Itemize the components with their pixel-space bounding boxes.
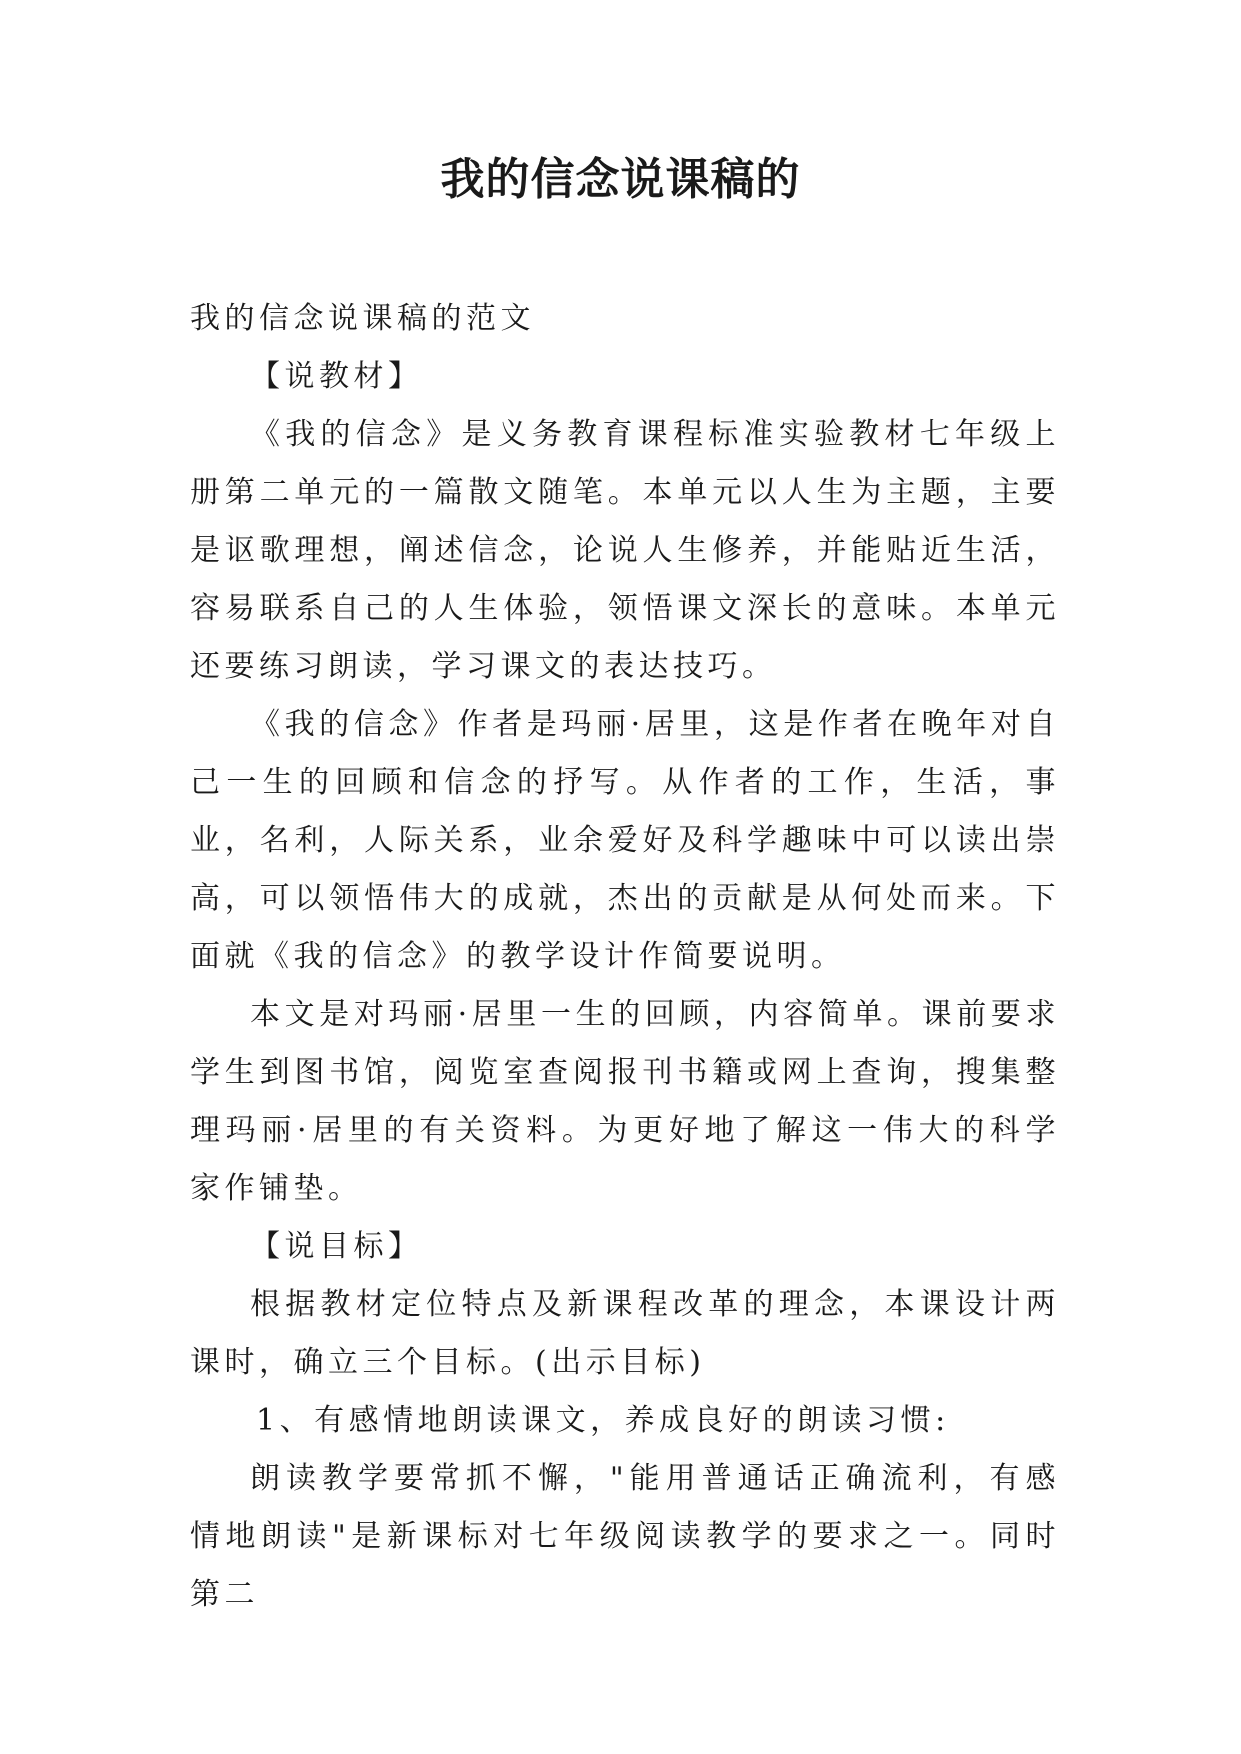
goal-item: 1、有感情地朗读课文，养成良好的朗读习惯: xyxy=(256,1403,950,1438)
paragraph: 《我的信念》是义务教育课程标准实验教材七年级上册第二单元的一篇散文随笔。本单元以人生为主题，主要是讴歌理想，阐述信念，论说人生修养，并能贴近生活，容易联系自己的人生体验，领悟课文深长的意味。本单元还要练习朗读，学习课文的表达技巧。 xyxy=(190,417,1060,684)
paragraph: 《我的信念》作者是玛丽·居里，这是作者在晚年对自己一生的回顾和信念的抒写。从作者的工作，生活，事业，名利，人际关系，业余爱好及科学趣味中可以读出崇高，可以领悟伟大的成就，杰出的贡献是从何处而来。下面就《我的信念》的教学设计作简要说明。 xyxy=(190,707,1060,974)
document-subtitle: 我的信念说课稿的范文 xyxy=(190,301,535,336)
paragraph: 朗读教学要常抓不懈，"能用普通话正确流利，有感情地朗读"是新课标对七年级阅读教学的要求之一。同时第二 xyxy=(190,1461,1060,1612)
paragraph: 本文是对玛丽·居里一生的回顾，内容简单。课前要求学生到图书馆，阅览室查阅报刊书籍或网上查询，搜集整理玛丽·居里的有关资料。为更好地了解这一伟大的科学家作铺垫。 xyxy=(190,997,1060,1206)
section-heading-textbook: 【说教材】 xyxy=(250,359,423,394)
document-title: 我的信念说课稿的 xyxy=(440,154,801,205)
section-heading-goals: 【说目标】 xyxy=(250,1229,423,1264)
paragraph: 根据教材定位特点及新课程改革的理念，本课设计两课时，确立三个目标。(出示目标) xyxy=(190,1287,1060,1380)
document-body xyxy=(190,290,1060,1624)
